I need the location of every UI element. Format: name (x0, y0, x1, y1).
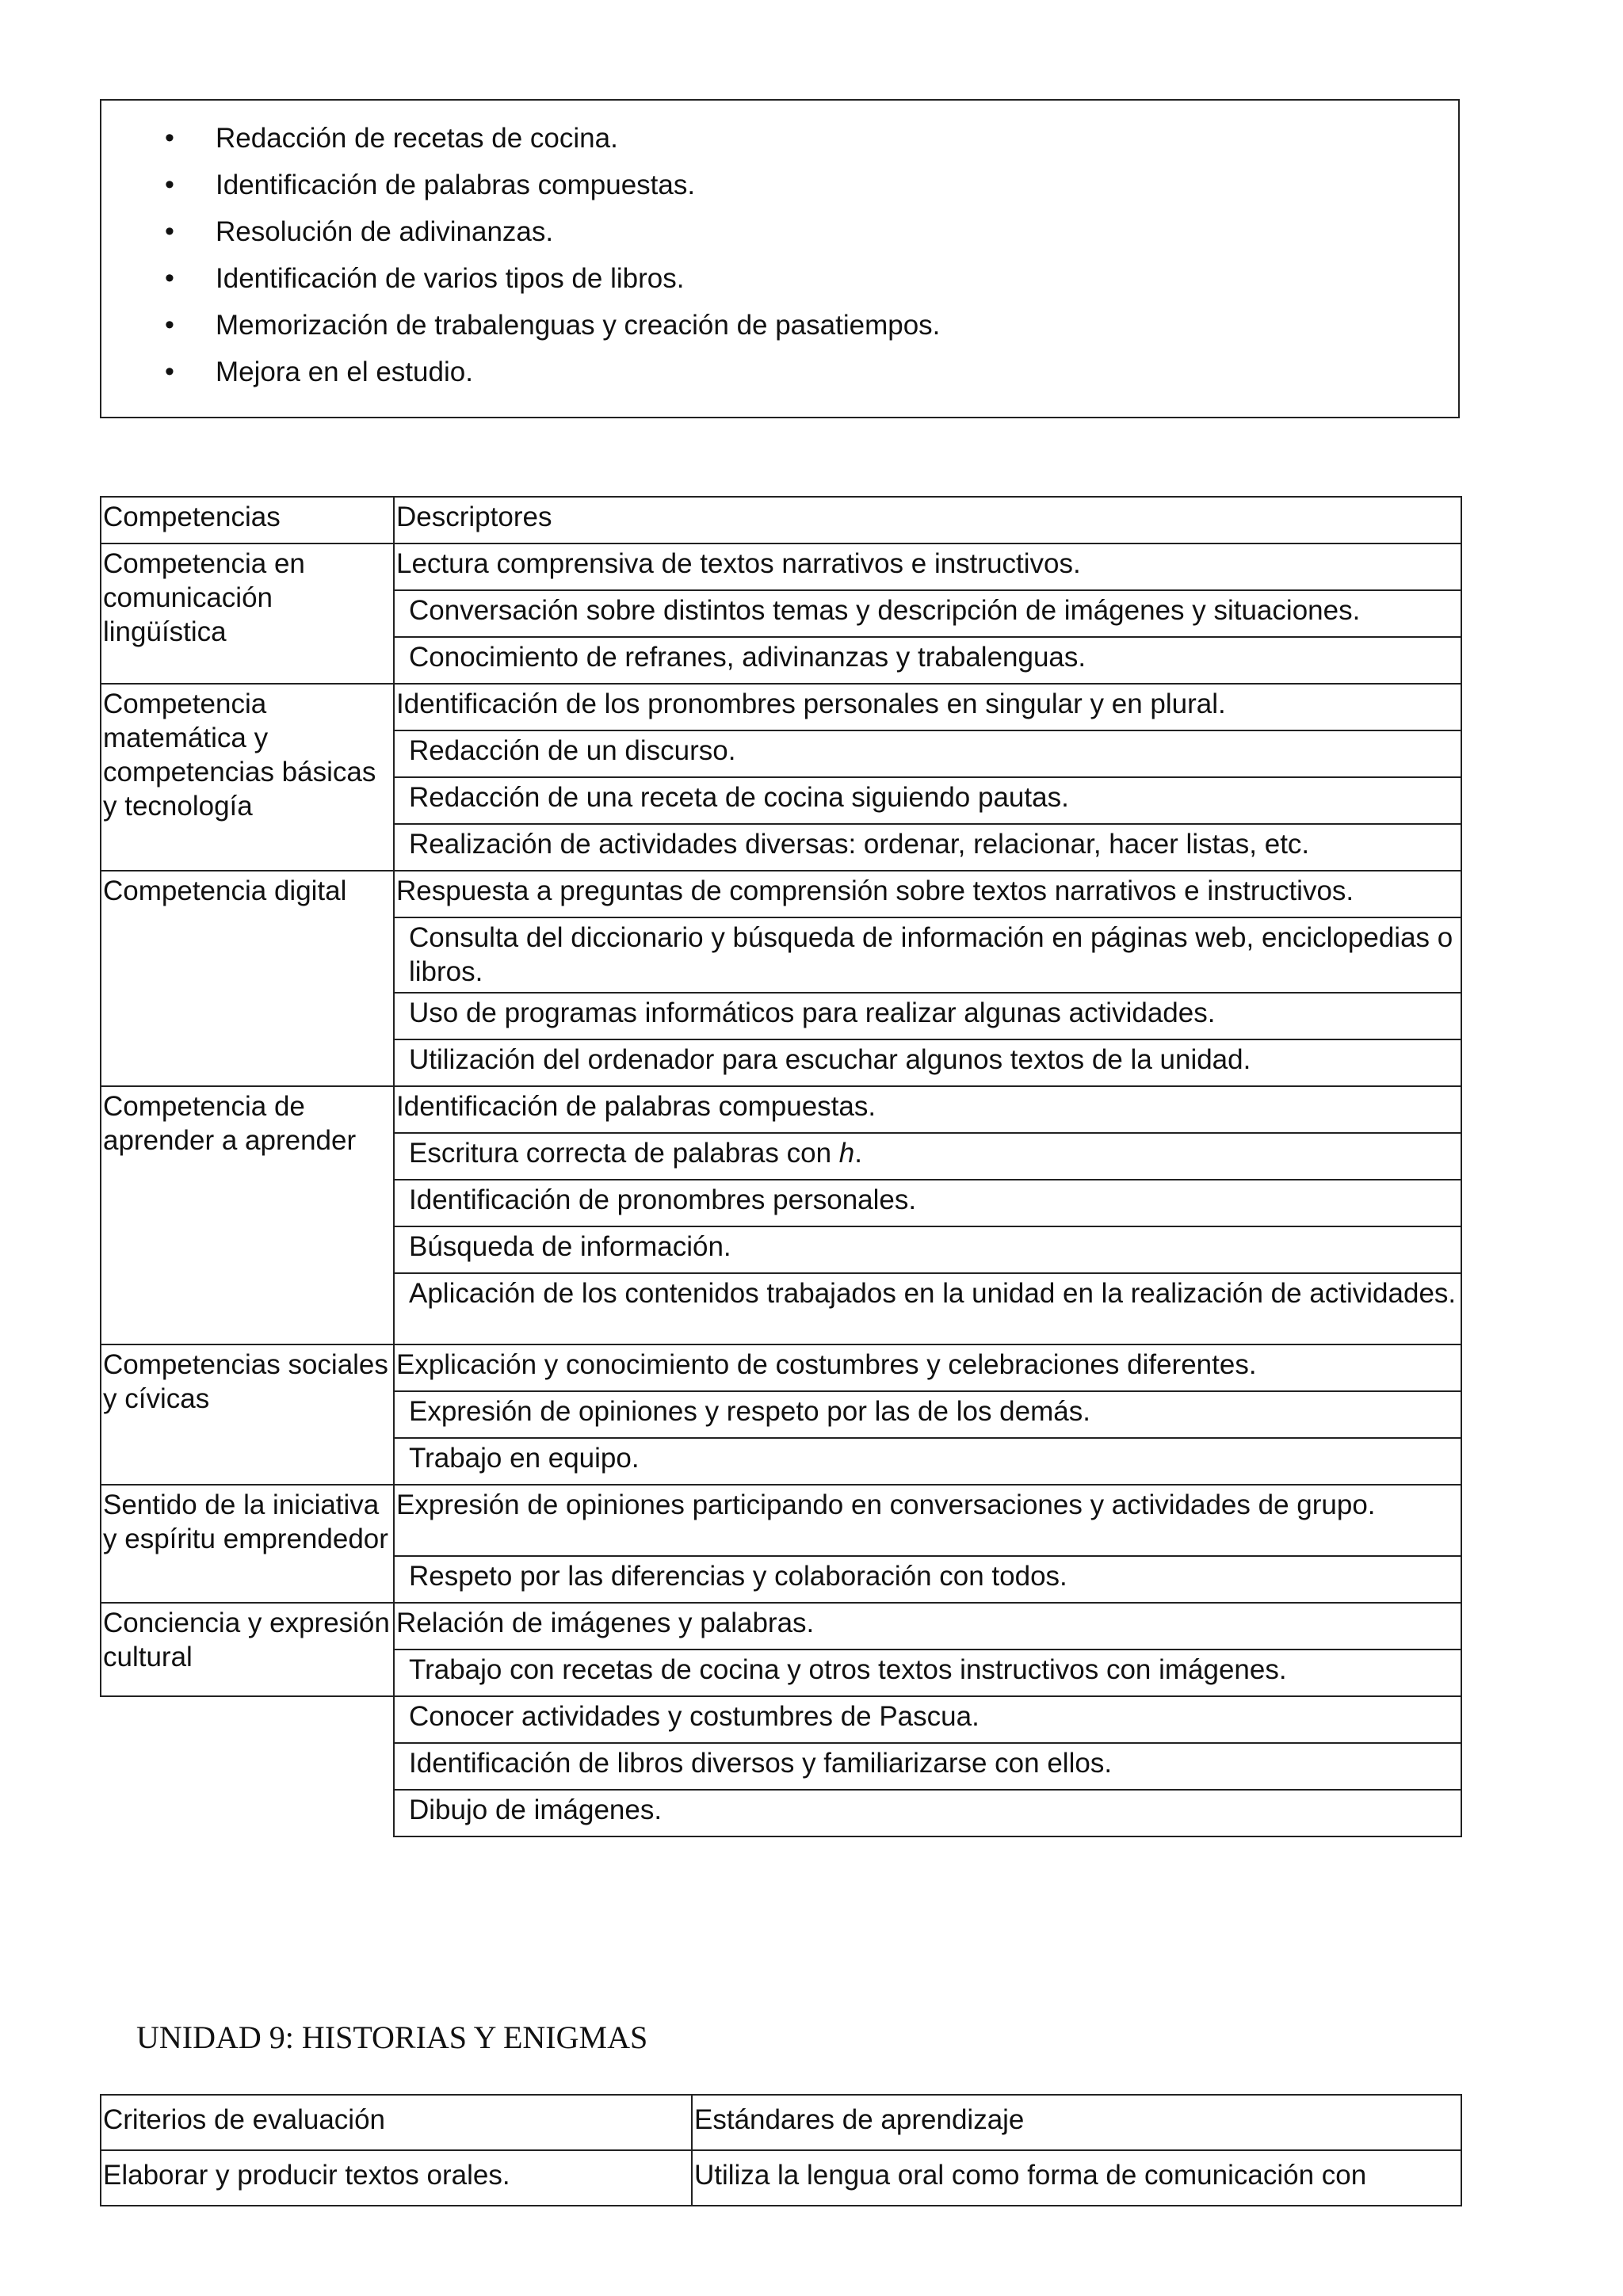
table-row (101, 1485, 1461, 1556)
descriptor-cell: Escritura correcta de palabras con h. (394, 1133, 1461, 1180)
descriptor-cell: Uso de programas informáticos para realizar algunas actividades. (394, 993, 1461, 1039)
descriptor-cell: Respuesta a preguntas de comprensión sobre textos narrativos e instructivos. (394, 871, 1461, 917)
estandar-cell: Utiliza la lengua oral como forma de comunicación con (692, 2150, 1461, 2206)
descriptor-cell: Explicación y conocimiento de costumbres y celebraciones diferentes. (394, 1344, 1461, 1391)
list-item: • Identificación de palabras compuestas. (101, 162, 1458, 208)
header-cell: Estándares de aprendizaje (692, 2095, 1461, 2150)
list-item: • Memorización de trabalenguas y creación de pasatiempos. (101, 302, 1458, 349)
descriptor-cell: Realización de actividades diversas: ordenar, relacionar, hacer listas, etc. (394, 824, 1461, 871)
criterio-cell: Elaborar y producir textos orales. (101, 2150, 692, 2206)
empty-cell (101, 1696, 394, 1743)
table-row (101, 1790, 1461, 1836)
descriptor-cell: Conocimiento de refranes, adivinanzas y trabalenguas. (394, 637, 1461, 684)
list-item: • Identificación de varios tipos de libros. (101, 255, 1458, 302)
empty-cell (101, 1743, 394, 1790)
table-row (101, 684, 1461, 730)
header-cell: Competencias (101, 497, 394, 543)
descriptor-cell: Conversación sobre distintos temas y descripción de imágenes y situaciones. (394, 590, 1461, 637)
header-cell: Descriptores (394, 497, 1461, 543)
descriptor-cell: Identificación de libros diversos y familiarizarse con ellos. (394, 1743, 1461, 1790)
descriptor-cell: Respeto por las diferencias y colaboración con todos. (394, 1556, 1461, 1603)
table-row (101, 1603, 1461, 1650)
table-header-row (101, 2095, 1461, 2150)
descriptor-cell: Dibujo de imágenes. (394, 1790, 1461, 1836)
list-item: • Resolución de adivinanzas. (101, 208, 1458, 255)
table-header-row (101, 497, 1461, 543)
descriptor-cell: Identificación de pronombres personales. (394, 1180, 1461, 1226)
descriptor-cell: Conocer actividades y costumbres de Pascua. (394, 1696, 1461, 1743)
competencias-table (100, 496, 1462, 1837)
descriptor-cell: Aplicación de los contenidos trabajados en la unidad en la realización de actividades. (394, 1273, 1461, 1344)
descriptor-cell: Redacción de una receta de cocina siguiendo pautas. (394, 777, 1461, 824)
empty-cell (101, 1790, 394, 1836)
competencia-cell: Competencia digital (101, 871, 394, 1086)
descriptor-cell: Lectura comprensiva de textos narrativos e instructivos. (394, 543, 1461, 590)
table-row (101, 2150, 1461, 2206)
descriptor-cell: Redacción de un discurso. (394, 730, 1461, 777)
competencia-cell: Competencia de aprender a aprender (101, 1086, 394, 1344)
descriptor-cell: Búsqueda de información. (394, 1226, 1461, 1273)
bullet-box (100, 99, 1460, 418)
competencia-cell: Competencia matemática y competencias básicas y tecnología (101, 684, 394, 871)
criterios-table (100, 2094, 1462, 2206)
table-row (101, 1344, 1461, 1391)
competencia-cell: Conciencia y expresión cultural (101, 1603, 394, 1696)
competencia-cell: Sentido de la iniciativa y espíritu emprendedor (101, 1485, 394, 1603)
table-row (101, 1743, 1461, 1790)
list-item: • Mejora en el estudio. (101, 349, 1458, 395)
bullet-list (101, 101, 1458, 395)
unit-title: UNIDAD 9: HISTORIAS Y ENIGMAS (136, 2019, 648, 2055)
table-row (101, 1696, 1461, 1743)
competencia-cell: Competencia en comunicación lingüística (101, 543, 394, 684)
descriptor-cell: Identificación de los pronombres personales en singular y en plural. (394, 684, 1461, 730)
descriptor-cell: Expresión de opiniones y respeto por las de los demás. (394, 1391, 1461, 1438)
table-row (101, 543, 1461, 590)
table-row (101, 871, 1461, 917)
descriptor-cell: Expresión de opiniones participando en conversaciones y actividades de grupo. (394, 1485, 1461, 1556)
descriptor-cell: Trabajo con recetas de cocina y otros textos instructivos con imágenes. (394, 1650, 1461, 1696)
table-row (101, 1086, 1461, 1133)
descriptor-cell: Consulta del diccionario y búsqueda de información en páginas web, enciclopedias o libros. (394, 917, 1461, 993)
list-item: • Redacción de recetas de cocina. (101, 115, 1458, 162)
descriptor-cell: Trabajo en equipo. (394, 1438, 1461, 1485)
header-cell: Criterios de evaluación (101, 2095, 692, 2150)
competencia-cell: Competencias sociales y cívicas (101, 1344, 394, 1485)
descriptor-cell: Identificación de palabras compuestas. (394, 1086, 1461, 1133)
descriptor-cell: Relación de imágenes y palabras. (394, 1603, 1461, 1650)
descriptor-cell: Utilización del ordenador para escuchar algunos textos de la unidad. (394, 1039, 1461, 1086)
